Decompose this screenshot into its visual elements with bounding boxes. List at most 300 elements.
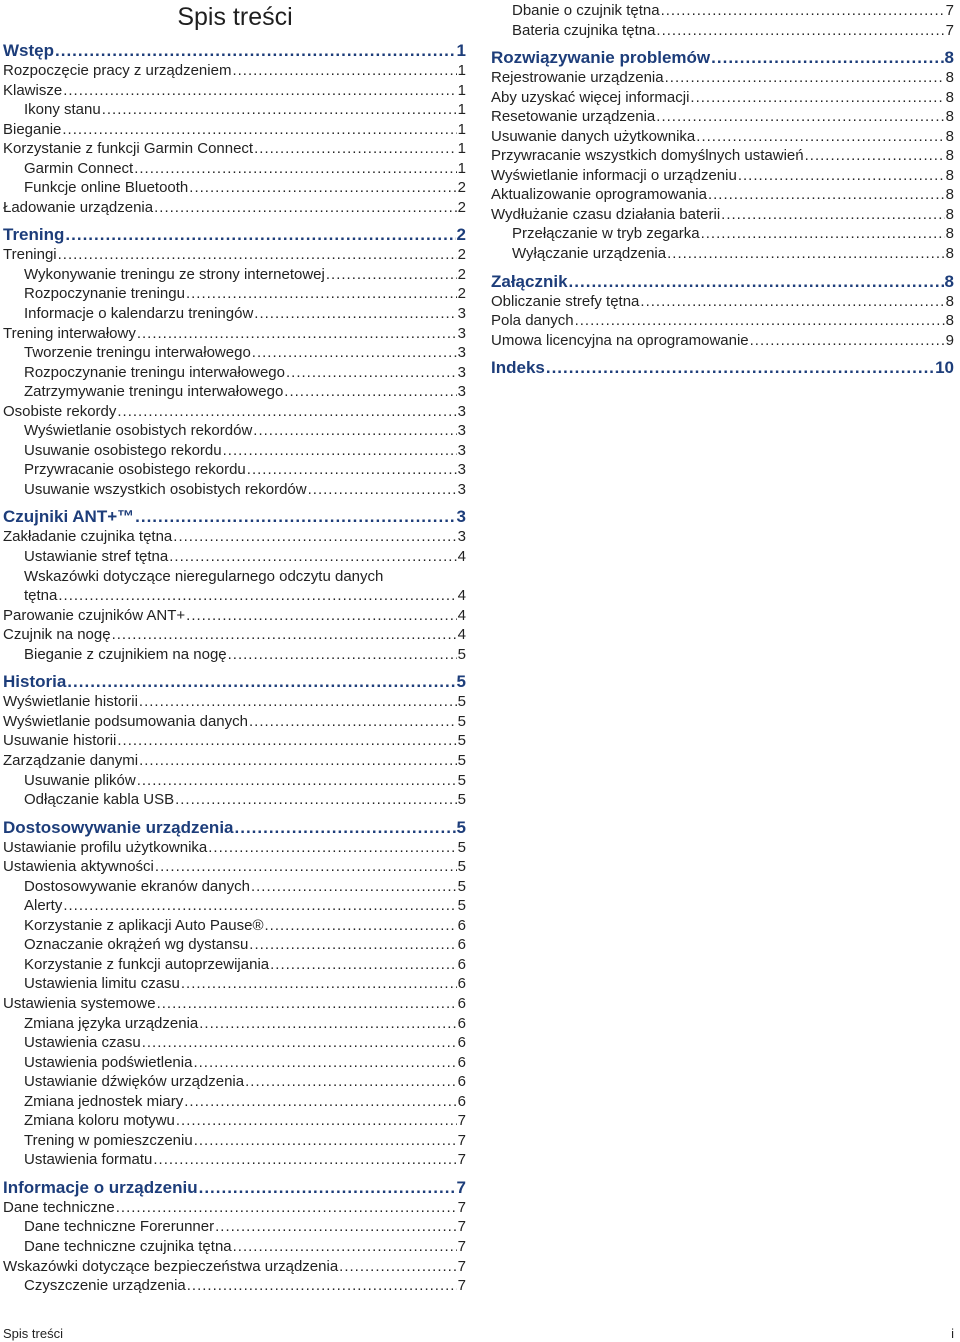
- toc-entry-title: Wyświetlanie historii: [3, 693, 138, 711]
- dot-leader: [254, 304, 456, 324]
- toc-page-number: 3: [457, 324, 466, 342]
- toc-entry-title: Aby uzyskać więcej informacji: [491, 88, 690, 106]
- toc-entry-title: Usuwanie plików: [24, 771, 136, 789]
- toc-page-number: 3: [456, 507, 466, 527]
- toc-entry-title: Ustawienia czasu: [24, 1034, 141, 1052]
- toc-entry[interactable]: [3, 460, 466, 480]
- toc-page-number: 5: [457, 712, 466, 730]
- toc-entry-title: Ustawianie dźwięków urządzenia: [24, 1073, 245, 1091]
- toc-section-heading[interactable]: [3, 1177, 466, 1198]
- toc-entry[interactable]: [3, 159, 466, 179]
- dot-leader: [181, 974, 457, 994]
- dot-leader: [139, 692, 457, 712]
- toc-entry[interactable]: [3, 731, 466, 751]
- toc-entry[interactable]: [3, 1033, 466, 1053]
- toc-entry[interactable]: [3, 402, 466, 422]
- footer-page-number: i: [951, 1326, 954, 1341]
- toc-page-number: 2: [457, 265, 466, 283]
- toc-entry[interactable]: [3, 441, 466, 461]
- toc-page-number: 5: [457, 732, 466, 750]
- toc-page-number: 1: [457, 101, 466, 119]
- toc-entry[interactable]: [3, 547, 466, 567]
- toc-entry-title: Dane techniczne Forerunner: [24, 1218, 215, 1236]
- dot-leader: [249, 935, 456, 955]
- dot-leader: [696, 127, 944, 147]
- dot-leader: [665, 68, 945, 88]
- toc-page-number: 8: [945, 147, 954, 165]
- dot-leader: [667, 244, 945, 264]
- toc-page-number: 5: [457, 897, 466, 915]
- toc-entry[interactable]: [3, 382, 466, 402]
- toc-entry-title: Wskazówki dotyczące nieregularnego odczytu danych: [24, 567, 384, 585]
- toc-entry[interactable]: [3, 974, 466, 994]
- toc-page-number: 5: [457, 693, 466, 711]
- toc-entry-title: Rozpoczęcie pracy z urządzeniem: [3, 62, 232, 79]
- toc-page-number: 1: [456, 41, 466, 60]
- dot-leader: [228, 645, 457, 665]
- dot-leader: [199, 1177, 456, 1198]
- toc-entry[interactable]: [3, 1150, 466, 1170]
- toc-entry[interactable]: [3, 1276, 466, 1296]
- toc-entry-title: Ustawienia podświetlenia: [24, 1053, 193, 1071]
- toc-entry-title: Zmiana jednostek miary: [24, 1092, 184, 1110]
- toc-entry[interactable]: [491, 166, 954, 186]
- toc-entry-title: Czujnik na nogę: [3, 626, 111, 644]
- toc-page-number: 7: [945, 2, 954, 19]
- dot-leader: [117, 731, 456, 751]
- toc-page-number: 8: [945, 292, 954, 310]
- dot-leader: [157, 994, 457, 1014]
- dot-leader: [193, 1053, 456, 1073]
- toc-page-number: 1: [457, 159, 466, 177]
- toc-entry[interactable]: [3, 1131, 466, 1151]
- dot-leader: [252, 343, 457, 363]
- toc-entry-title: Wyświetlanie podsumowania danych: [3, 712, 248, 730]
- toc-entry[interactable]: [3, 178, 466, 198]
- dot-leader: [153, 1150, 456, 1170]
- toc-page-number: 9: [945, 331, 954, 349]
- toc-entry[interactable]: [3, 877, 466, 897]
- dot-leader: [286, 363, 457, 383]
- toc-page-number: 8: [945, 245, 954, 263]
- dot-leader: [750, 331, 945, 351]
- toc-entry[interactable]: [491, 331, 954, 351]
- toc-entry[interactable]: [3, 61, 466, 81]
- toc-entry[interactable]: [3, 625, 466, 645]
- toc-entry[interactable]: [3, 120, 466, 140]
- dot-leader: [189, 178, 456, 198]
- dot-leader: [721, 205, 945, 225]
- toc-entry[interactable]: [3, 1217, 466, 1237]
- toc-entry-title: Czujniki ANT+™: [3, 507, 135, 527]
- dot-leader: [254, 139, 457, 159]
- toc-entry-title: Załącznik: [491, 271, 568, 291]
- dot-leader: [284, 382, 456, 402]
- toc-entry-title: Bateria czujnika tętna: [512, 21, 656, 39]
- toc-entry[interactable]: [3, 916, 466, 936]
- toc-entry-title: Przywracanie wszystkich domyślnych ustawień: [491, 147, 804, 165]
- toc-entry[interactable]: [3, 363, 466, 383]
- toc-entry[interactable]: [3, 692, 466, 712]
- toc-page-number: 3: [457, 344, 466, 362]
- toc-entry-title: Oznaczanie okrążeń wg dystansu: [24, 936, 249, 954]
- toc-page-number: 3: [457, 461, 466, 479]
- toc-entry-title: Usuwanie historii: [3, 732, 117, 750]
- toc-page-number: 7: [457, 1237, 466, 1255]
- toc-entry[interactable]: [3, 421, 466, 441]
- toc-entry[interactable]: [491, 107, 954, 127]
- toc-section-heading[interactable]: [491, 357, 954, 378]
- dot-leader: [656, 21, 944, 41]
- dot-leader: [546, 357, 934, 378]
- dot-leader: [253, 421, 456, 441]
- toc-page-number: 3: [457, 441, 466, 459]
- toc-entry-title: Tworzenie treningu interwałowego: [24, 344, 251, 362]
- toc-page-number: 5: [457, 645, 466, 663]
- toc-page-number: 1: [457, 140, 466, 158]
- dot-leader: [569, 271, 944, 292]
- toc-page-number: 8: [945, 166, 954, 184]
- toc-entry[interactable]: [491, 88, 954, 108]
- toc-entry[interactable]: [3, 606, 466, 626]
- toc-entry[interactable]: [3, 1198, 466, 1218]
- dot-leader: [186, 284, 457, 304]
- toc-entry[interactable]: [3, 935, 466, 955]
- dot-leader: [233, 1237, 457, 1257]
- toc-page-number: 8: [945, 205, 954, 223]
- dot-leader: [199, 1014, 456, 1034]
- dot-leader: [62, 120, 456, 140]
- toc-page-number: 5: [457, 858, 466, 876]
- dot-leader: [270, 955, 457, 975]
- toc-entry[interactable]: [491, 1, 954, 21]
- toc-entry[interactable]: [3, 265, 466, 285]
- toc-entry-title: Trening interwałowy: [3, 324, 136, 342]
- toc-entry[interactable]: [3, 527, 466, 547]
- dot-leader: [134, 159, 456, 179]
- dot-leader: [186, 606, 456, 626]
- dot-leader: [63, 81, 456, 101]
- toc-entry[interactable]: [3, 304, 466, 324]
- toc-section-heading[interactable]: [3, 40, 466, 61]
- toc-page-number: 6: [457, 975, 466, 993]
- dot-leader: [142, 1033, 457, 1053]
- toc-page-number: 4: [457, 587, 466, 605]
- toc-entry-title: Garmin Connect: [24, 159, 134, 177]
- toc-entry-title: Przełączanie w tryb zegarka: [512, 225, 700, 243]
- footer-title: Spis treści: [3, 1326, 63, 1341]
- toc-entry[interactable]: [491, 311, 954, 331]
- toc-entry[interactable]: [491, 127, 954, 147]
- toc-entry[interactable]: [3, 771, 466, 791]
- toc-entry[interactable]: [491, 205, 954, 225]
- toc-entry[interactable]: [3, 1072, 466, 1092]
- toc-section-heading[interactable]: [491, 271, 954, 292]
- toc-entry-title: Osobiste rekordy: [3, 402, 117, 420]
- dot-leader: [661, 1, 945, 21]
- dot-leader: [251, 877, 457, 897]
- toc-section-heading[interactable]: [3, 506, 466, 527]
- toc-entry[interactable]: [3, 1111, 466, 1131]
- toc-entry[interactable]: [3, 480, 466, 500]
- toc-entry-title: Historia: [3, 672, 67, 692]
- toc-section-heading[interactable]: [491, 47, 954, 68]
- toc-entry-title: Usuwanie danych użytkownika: [491, 127, 696, 145]
- toc-entry-title: Trening: [3, 225, 65, 245]
- dot-leader: [215, 1217, 457, 1237]
- toc-page-number: 2: [456, 225, 466, 245]
- toc-entry-title: Trening w pomieszczeniu: [24, 1131, 193, 1149]
- toc-entry[interactable]: [3, 139, 466, 159]
- toc-entry[interactable]: [3, 994, 466, 1014]
- toc-entry[interactable]: [3, 81, 466, 101]
- toc-page-number: 8: [945, 69, 954, 87]
- toc-entry[interactable]: [3, 343, 466, 363]
- toc-page-number: 7: [457, 1277, 466, 1295]
- toc-entry-title: Dostosowywanie urządzenia: [3, 817, 234, 837]
- toc-entry-title: Wyłączanie urządzenia: [512, 245, 667, 263]
- toc-entry-title: Alerty: [24, 897, 63, 915]
- toc-page-number: 5: [457, 771, 466, 789]
- toc-entry-title: Wyświetlanie osobistych rekordów: [24, 422, 253, 440]
- toc-entry-title: Korzystanie z funkcji autoprzewijania: [24, 955, 270, 973]
- toc-entry[interactable]: [3, 284, 466, 304]
- toc-entry[interactable]: [3, 838, 466, 858]
- toc-page-number: 8: [945, 225, 954, 243]
- toc-page-number: 2: [457, 179, 466, 197]
- toc-page-number: 6: [457, 916, 466, 934]
- dot-leader: [63, 896, 456, 916]
- toc-section-heading[interactable]: [3, 817, 466, 838]
- toc-entry[interactable]: [3, 896, 466, 916]
- toc-entry[interactable]: [3, 790, 466, 810]
- toc-column-left: [3, 40, 466, 1296]
- toc-entry-title: Ustawianie profilu użytkownika: [3, 838, 208, 856]
- dot-leader: [137, 324, 457, 344]
- dot-leader: [247, 460, 457, 480]
- toc-entry[interactable]: [3, 645, 466, 665]
- dot-leader: [223, 441, 457, 461]
- toc-page-number: 10: [935, 358, 954, 378]
- toc-entry-title: Wyświetlanie informacji o urządzeniu: [491, 166, 737, 184]
- toc-entry-title: Czyszczenie urządzenia: [24, 1277, 186, 1295]
- toc-entry-title: Obliczanie strefy tętna: [491, 292, 640, 310]
- toc-entry-title: Bieganie z czujnikiem na nogę: [24, 645, 227, 663]
- toc-page-number: 5: [456, 817, 466, 837]
- toc-entry[interactable]: [491, 244, 954, 264]
- toc-entry[interactable]: [491, 146, 954, 166]
- toc-entry-title: Wydłużanie czasu działania baterii: [491, 205, 721, 223]
- toc-entry-title: Informacje o kalendarzu treningów: [24, 305, 254, 323]
- toc-page-number: 7: [457, 1112, 466, 1130]
- toc-page-number: 1: [457, 62, 466, 79]
- toc-page-number: 6: [457, 1014, 466, 1032]
- toc-entry-title: Zarządzanie danymi: [3, 751, 139, 769]
- dot-leader: [116, 1198, 457, 1218]
- toc-page-number: 6: [457, 1034, 466, 1052]
- toc-page-number: 2: [457, 285, 466, 303]
- toc-entry[interactable]: [3, 857, 466, 877]
- toc-entry-title: Rozpoczynanie treningu interwałowego: [24, 363, 285, 381]
- dot-leader: [805, 146, 945, 166]
- dot-leader: [117, 402, 456, 422]
- dot-leader: [176, 1111, 457, 1131]
- toc-page-number: 3: [457, 402, 466, 420]
- toc-entry-title: Dane techniczne czujnika tętna: [24, 1237, 232, 1255]
- dot-leader: [175, 790, 457, 810]
- toc-entry-title-continued: tętna: [24, 587, 58, 605]
- dot-leader: [232, 61, 456, 81]
- dot-leader: [135, 506, 455, 527]
- toc-entry-title: Ikony stanu: [24, 101, 101, 119]
- toc-entry-title: Usuwanie wszystkich osobistych rekordów: [24, 480, 307, 498]
- dot-leader: [139, 751, 457, 771]
- page-title: Spis treści: [177, 3, 293, 31]
- toc-page-number: 3: [457, 528, 466, 546]
- toc-entry[interactable]: [3, 198, 466, 218]
- toc-entry-title: Umowa licencyjna na oprogramowanie: [491, 331, 749, 349]
- toc-entry-title: Ustawianie stref tętna: [24, 548, 169, 566]
- toc-page-number: 6: [457, 994, 466, 1012]
- toc-entry[interactable]: [3, 751, 466, 771]
- toc-page-number: 6: [457, 1073, 466, 1091]
- toc-section-heading[interactable]: [3, 671, 466, 692]
- toc-entry[interactable]: [3, 1237, 466, 1257]
- toc-entry[interactable]: [3, 1257, 466, 1277]
- dot-leader: [245, 1072, 457, 1092]
- toc-page-number: 7: [457, 1131, 466, 1149]
- dot-leader: [249, 712, 457, 732]
- toc-column-right: [491, 1, 954, 378]
- toc-page-number: 1: [457, 81, 466, 99]
- toc-entry-title: Korzystanie z aplikacji Auto Pause®: [24, 916, 264, 934]
- toc-entry-title: Rozpoczynanie treningu: [24, 285, 185, 303]
- toc-entry-title: Pola danych: [491, 312, 574, 330]
- dot-leader: [67, 671, 455, 692]
- toc-page-number: 6: [457, 936, 466, 954]
- toc-page-number: 1: [457, 120, 466, 138]
- toc-entry[interactable]: [491, 224, 954, 244]
- toc-page-number: 8: [945, 312, 954, 330]
- toc-entry-title: Informacje o urządzeniu: [3, 1177, 198, 1197]
- dot-leader: [656, 107, 944, 127]
- toc-entry-title: Dostosowywanie ekranów danych: [24, 877, 250, 895]
- toc-page-number: 8: [945, 186, 954, 204]
- toc-page-number: 3: [457, 305, 466, 323]
- toc-entry[interactable]: [491, 185, 954, 205]
- toc-page-number: 3: [457, 363, 466, 381]
- toc-entry-title: Przywracanie osobistego rekordu: [24, 461, 246, 479]
- toc-entry[interactable]: [3, 324, 466, 344]
- dot-leader: [208, 838, 456, 858]
- dot-leader: [58, 245, 457, 265]
- dot-leader: [137, 771, 457, 791]
- toc-page-number: 3: [457, 422, 466, 440]
- toc-entry[interactable]: [3, 712, 466, 732]
- dot-leader: [640, 292, 944, 312]
- dot-leader: [58, 586, 456, 606]
- toc-entry[interactable]: [491, 21, 954, 41]
- toc-entry[interactable]: [491, 292, 954, 312]
- toc-entry-title: Zmiana języka urządzenia: [24, 1014, 199, 1032]
- toc-page-number: 7: [457, 1198, 466, 1216]
- toc-entry-title: Rozwiązywanie problemów: [491, 48, 711, 68]
- toc-page-number: 4: [457, 548, 466, 566]
- dot-leader: [187, 1276, 457, 1296]
- toc-entry-title: Treningi: [3, 246, 57, 264]
- dot-leader: [55, 40, 456, 61]
- toc-page-number: 5: [457, 751, 466, 769]
- toc-entry-title: Funkcje online Bluetooth: [24, 179, 189, 197]
- toc-entry-title: Dbanie o czujnik tętna: [512, 2, 660, 19]
- dot-leader: [112, 625, 457, 645]
- toc-entry[interactable]: [3, 567, 466, 606]
- toc-entry-title: Resetowanie urządzenia: [491, 108, 656, 126]
- toc-page-number: 4: [457, 606, 466, 624]
- toc-entry-title: Ustawienia systemowe: [3, 994, 156, 1012]
- dot-leader: [308, 480, 457, 500]
- toc-entry[interactable]: [3, 1053, 466, 1073]
- toc-page-number: 3: [457, 383, 466, 401]
- toc-entry-title: Korzystanie z funkcji Garmin Connect: [3, 140, 254, 158]
- toc-page-number: 7: [457, 1257, 466, 1275]
- toc-entry[interactable]: [491, 68, 954, 88]
- toc-page-number: 8: [944, 271, 954, 291]
- toc-entry-title: Zatrzymywanie treningu interwałowego: [24, 383, 284, 401]
- toc-page-number: 7: [945, 21, 954, 39]
- toc-page-number: 6: [457, 1092, 466, 1110]
- dot-leader: [701, 224, 945, 244]
- toc-page-number: 8: [945, 108, 954, 126]
- dot-leader: [575, 311, 945, 331]
- dot-leader: [173, 527, 456, 547]
- toc-entry-title: Odłączanie kabla USB: [24, 791, 175, 809]
- dot-leader: [738, 166, 945, 186]
- toc-entry[interactable]: [3, 955, 466, 975]
- toc-entry-title: Zakładanie czujnika tętna: [3, 528, 173, 546]
- toc-entry-title: Wskazówki dotyczące bezpieczeństwa urządzenia: [3, 1257, 339, 1275]
- toc-page-number: 2: [457, 246, 466, 264]
- toc-entry-title: Wykonywanie treningu ze strony internetowej: [24, 265, 325, 283]
- dot-leader: [65, 224, 455, 245]
- dot-leader: [155, 857, 457, 877]
- page-footer: [3, 1326, 954, 1341]
- dot-leader: [339, 1257, 457, 1277]
- toc-entry[interactable]: [3, 1014, 466, 1034]
- toc-entry[interactable]: [3, 245, 466, 265]
- toc-entry-title: Parowanie czujników ANT+: [3, 606, 186, 624]
- dot-leader: [690, 88, 944, 108]
- toc-page-number: 6: [457, 1053, 466, 1071]
- toc-page-number: 7: [456, 1177, 466, 1197]
- toc-entry-title: Klawisze: [3, 81, 63, 99]
- toc-entry[interactable]: [3, 1092, 466, 1112]
- dot-leader: [265, 916, 457, 936]
- dot-leader: [154, 198, 457, 218]
- toc-page-number: 3: [457, 480, 466, 498]
- toc-entry-title: Ustawienia limitu czasu: [24, 975, 180, 993]
- dot-leader: [235, 817, 456, 838]
- toc-entry-title: Dane techniczne: [3, 1198, 115, 1216]
- toc-entry-title: Wstęp: [3, 41, 54, 60]
- toc-page-number: 7: [457, 1151, 466, 1169]
- toc-entry-title: Usuwanie osobistego rekordu: [24, 441, 222, 459]
- dot-leader: [102, 100, 457, 120]
- toc-section-heading[interactable]: [3, 224, 466, 245]
- toc-page-number: 5: [457, 877, 466, 895]
- toc-entry[interactable]: [3, 100, 466, 120]
- dot-leader: [169, 547, 456, 567]
